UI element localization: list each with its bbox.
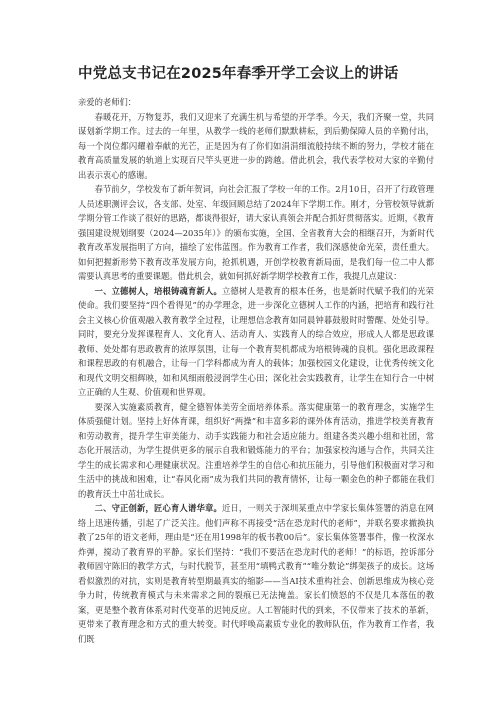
document-title: 中党总支书记在2025年春季开学工会议上的讲话 xyxy=(78,66,399,82)
paragraph-text: 近日，一则关于深圳某重点中学家长集体签署的消息在网络上迅速传播，引起了广泛关注。他们声称不再接受“活在恐龙时代的老师”，并联名要求撤换执教了25年的语文老师，理由是“还在用1998年的板书教00后”。家长集体签署事件，像一枚深水炸弹，搅动了教育界的平静。家长们坚持：“我们不要活在恐龙时代的老师！”的标语，控诉部分教师固守陈旧的教学方式，与时代脱节，甚至用“填鸭式教育”“唯分数论”绑架孩子的成长。这场看似激烈的对抗，实则是教育转型期最真实的缩影——当AI技术重构社会、创新思维成为核心竞争力时，传统教育模式与未来需求之间的裂痕已无法掩盖。家长们愤怒的不仅是几本落伍的教案，更是整个教育体系对时代变革的迟钝反应。人工智能时代的到来，不仅带来了技术的革新，更带来了教育理念和方式的重大转变。时代呼唤高素质专业化的教师队伍，作为教育工作者，我们既 xyxy=(78,503,434,644)
section-paragraph xyxy=(78,501,434,646)
section-heading: 二、守正创新，匠心育人谱华章。 xyxy=(94,503,222,513)
salutation: 亲爱的老师们： xyxy=(78,97,137,107)
paragraph xyxy=(78,400,434,502)
document-body xyxy=(78,95,434,646)
paragraph-text: 立德树人是教育的根本任务，也是新时代赋予我们的光荣使命。我们要坚持“四个看得见”的办学理念，进一步深化立德树人工作的内涵，把培育和践行社会主义核心价值观融入教育教学全过程，让理想信念教育如同晨钟暮鼓般时时警醒、处处引导。同时，要充分发挥课程育人、文化育人、活动育人、实践育人的综合效应，形成人人都是思政课教师、处处都有思政教育的浓厚氛围，让每一个教育契机都成为培根铸魂的良机。强化思政课程和课程思政的有机融合，让每一门学科都成为育人的载体；加强校园文化建设，让优秀传统文化和现代文明交相辉映，如和风细雨般浸润学生心田；深化社会实践教育，让学生在知行合一中树立正确的人生观、价值观和世界观。 xyxy=(78,285,434,397)
section-paragraph xyxy=(78,284,434,400)
paragraph xyxy=(78,182,434,284)
paragraph-text: 春暖花开，万物复苏，我们又迎来了充满生机与希望的开学季。今天，我们齐聚一堂，共同谋划新学期工作。过去的一年里，从教学一线的老师们默默耕耘，到后勤保障人员的辛勤付出，每一个岗位都闪耀着奉献的光芒，正是因为有了你们如涓涓细流般持续不断的努力，学校才能在教育高质量发展的轨道上实现百尺竿头更进一步的跨越。借此机会，我代表学校对大家的辛勤付出表示衷心的感谢。 xyxy=(78,111,434,180)
paragraph xyxy=(78,110,434,183)
paragraph-text: 春节前夕，学校发布了新年贺词，向社会汇报了学校一年的工作。2月10日，召开了行政管理人员述职测评会议，各支部、处室、年级回顾总结了2024年下学期工作。刚才，分管校领导就新学期分管工作谈了很好的思路，都谈得很好，请大家认真领会并配合抓好贯彻落实。近期，《教育强国建设规划纲要（2024—2035年）》的颁布实施，全国、全省教育大会的相继召开，为新时代教育改革发展指明了方向，描绘了宏伟蓝图。作为教育工作者，我们深感使命光荣，责任重大。如何把握新形势下教育改革发展方向，抢抓机遇，开创学校教育新局面，是我们每一位二中人都需要认真思考的重要课题。借此机会，就如何抓好新学期学校教育工作，我提几点建议： xyxy=(78,184,435,281)
paragraph-text: 要深入实施素质教育，健全德智体美劳全面培养体系。落实健康第一的教育理念，实施学生体质强健计划。坚持上好体育课，组织好“两操”和丰富多彩的课外体育活动，推进学校美育教育和劳动教育，提升学生审美能力、动手实践能力和社会适应能力。组建各类兴趣小组和社团，常态化开展活动，为学生提供更多的展示自我和锻炼能力的平台；加强家校沟通与合作，共同关注学生的成长需求和心理健康状况。注重培养学生的自信心和抗压能力，引导他们积极面对学习和生活中的挑战和困难，让“春风化雨”成为我们共同的教育情怀，让每一颗金色的种子都能在我们的教育沃土中茁壮成长。 xyxy=(78,401,434,499)
section-heading: 一、立德树人，培根铸魂育新人。 xyxy=(94,285,222,296)
